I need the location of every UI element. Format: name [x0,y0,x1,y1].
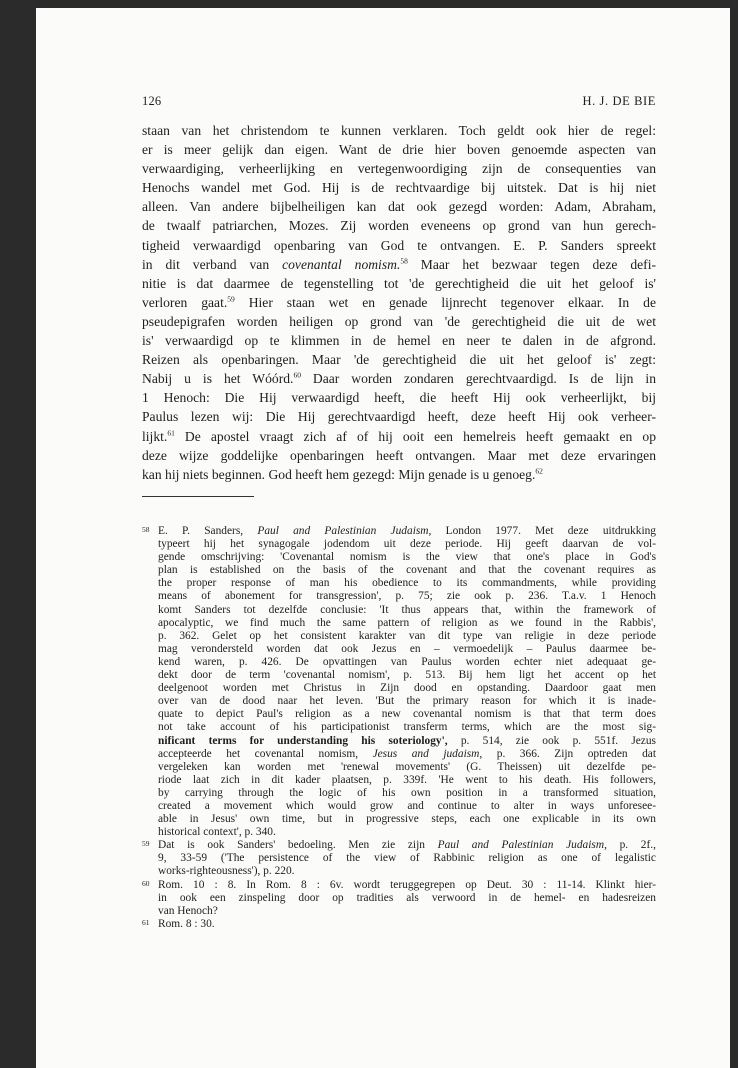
italic-title: Jesus and judaism, [372,747,483,760]
bold-text: nificant terms for understanding his soteriology', [158,734,448,747]
footnote-line [158,865,656,878]
footnote-61 [142,918,656,931]
text-run: dekt door de term 'covenantal nomism', p. 513. Bij hem ligt het accent op het [158,669,656,682]
text-line [142,178,656,197]
text-run: Henochs wandel met God. Hij is de rechtvaardige bij uitstek. Dat is hij niet [142,180,656,196]
text-run: kend waren, p. 426. De opvattingen van Paulus worden echter niet adequaat ge- [158,655,656,668]
text-run: mag verondersteld worden dat ook Jezus en – vermoedelijk – Paulus daarmee be- [158,642,656,655]
footnote-line [158,669,656,682]
text-line [142,159,656,178]
footnote-line [158,656,656,669]
text-line [142,216,656,235]
text-run: p. 362. Gelet op het consistent karakter van dit type van religie in deze periode [158,629,656,642]
footnote-line [158,525,656,538]
footnote-reference: 61 [167,427,175,437]
text-run: deze wijze goddelijke openbaringen heeft ontvangen. Maar met deze ervaringen [142,447,656,463]
footnote-marker: 58 [142,525,150,534]
footnote-line [158,617,656,630]
running-head-author: H. J. DE BIE [582,94,656,108]
text-line [142,255,656,274]
text-run: De apostel vraagt zich af of hij ooit een hemelreis heeft gemaakt en op [174,428,656,444]
footnotes [142,525,656,931]
footnote-reference: 59 [227,294,235,304]
text-run: kan hij niets beginnen. God heeft hem gezegd: Mijn genade is u genoeg. [142,466,536,482]
text-run: Rom. 8 : 30. [158,917,215,930]
text-run: Dat is ook Sanders' bedoeling. Men zie zijn [158,839,438,852]
footnote-reference: 58 [400,256,408,266]
text-run: er is meer gelijk dan eigen. Want de drie hier boven genoemde aspecten van [142,142,656,158]
body-paragraph [142,121,656,484]
footnote-separator [142,496,254,497]
text-run: Paulus lezen wij: Die Hij gerechtvaardigd heeft, deze heeft Hij ook verheer- [142,409,656,425]
footnote-marker: 61 [142,917,150,927]
text-run: over van de dood naar het leven. 'But the primary reason for which it is inade- [158,695,656,708]
text-run: apocalyptic, we find much the same pattern of religion as we found in the Rabbis', [158,616,656,629]
text-line [142,388,656,407]
text-run: Rom. 10 : 8. In Rom. 8 : 6v. wordt teruggegrepen op Deut. 30 : 11-14. Klinkt hier- [158,878,656,891]
text-run: E. P. Sanders, [158,525,258,537]
text-run: able in Jesus' own time, but in progressive steps, each one explicable in its own [158,813,656,826]
text-run: not take account of his participationist transferm terms, which are the most sig- [158,721,656,734]
text-run: verloren gaat. [142,294,228,310]
text-run: gende omschrijving: 'Covenantal nomism is the view that one's place in God's [158,551,656,564]
footnote-line [158,551,656,564]
text-line [142,427,656,446]
footnote-60 [142,879,656,918]
footnote-line [158,879,656,892]
text-run: Reizen als openbaringen. Maar 'de gerechtigheid die uit het geloof is' zegt: [142,352,656,368]
footnote-line [158,577,656,590]
text-run: Maar het bezwaar tegen deze defi- [407,256,656,272]
scan-border-right [730,0,738,1068]
text-run: plan is established on the basis of the covenant and that the covenant requires as [158,564,656,577]
text-run: de twaalf patriarchen, Mozes. Zij worden eveneens op grond van hun gerech- [142,218,656,234]
text-run: historical context', p. 340. [158,826,276,839]
footnote-line [158,590,656,603]
text-run: p. 514, zie ook p. 551f. Jezus [447,734,656,747]
footnote-line [158,682,656,695]
text-run: by carrying through the logic of his own position in a transformed situation, [158,786,656,799]
footnote-line [158,761,656,774]
text-run: quate to depict Paul's religion as a new covenantal nomism is that that term does [158,708,656,721]
text-line [142,236,656,255]
italic-title: covenantal nomism. [282,256,401,272]
text-line [142,140,656,159]
scan-border-left [0,0,36,1068]
text-run: riode laat zich in dit kader plaatsen, p. 339f. 'He went to his death. His followers, [158,773,656,786]
footnote-line [158,643,656,656]
footnote-59 [142,839,656,878]
running-head [142,94,656,112]
footnote-line [158,918,656,931]
text-line [142,312,656,331]
text-run: accepteerde het covenantal nomism, [158,747,373,760]
text-run: works-righteousness'), p. 220. [158,865,295,878]
italic-title: Paul and Palestinian Judaism, [437,839,607,852]
footnote-reference: 62 [535,466,543,476]
text-run: in dit verband van [142,256,283,272]
text-run: van Henoch? [158,904,218,917]
footnote-line [158,787,656,800]
text-run: typeert hij het synagogale jodendom uit deze periode. Hij geeft daarvan de vol- [158,538,656,551]
footnote-line [158,604,656,617]
text-run: p. 2f., [606,839,656,852]
footnote-line [158,538,656,551]
text-run: pseudepigrafen worden heiligen op grond van 'de gerechtigheid die uit de wet [142,313,656,329]
text-line [142,197,656,216]
text-run: Hier staan wet en genade lijnrecht tegenover elkaar. In de [234,294,656,310]
footnote-line [158,721,656,734]
footnote-line [158,774,656,787]
footnote-line [158,813,656,826]
text-run: 9, 33-59 ('The persistence of the view of Rabbinic religion as one of legalistic [158,852,656,865]
footnote-line [158,735,656,748]
footnote-line [158,564,656,577]
text-line [142,331,656,350]
text-run: Nabij u is het Wóórd. [142,371,294,387]
footnote-line [158,839,656,852]
text-line [142,293,656,312]
text-run: 1 Henoch: Die Hij verwaardigd heeft, die heeft Hij ook verheerlijkt, bij [142,390,656,406]
page-number: 126 [142,94,162,108]
text-run: the proper response of man his obedience to its commandments, while providing [158,577,656,590]
text-run: means of abonement for transgression', p. 75; zie ook p. 236. T.a.v. 1 Henoch [158,590,656,603]
text-run: in ook een zinspeling door op tradities als verwoord in de hemel- en hadesreizen [158,891,656,904]
footnote-line [158,892,656,905]
text-line [142,465,656,484]
footnote-line [158,852,656,865]
text-run: vergeleken kan worden met 'renewal movements' (G. Theissen) uit dezelfde pe- [158,760,656,773]
footnote-marker: 60 [142,878,150,888]
text-run: created a movement which would grow and continue to alter in ways unforesee- [158,799,656,812]
footnote-line [158,905,656,918]
text-run: tigheid verwaardigd openbaring van God te ontvangen. E. P. Sanders spreekt [142,237,656,253]
footnote-line [158,630,656,643]
text-line [142,369,656,388]
text-run: nitie is dat daarmee de tegenstelling tot 'de gerechtigheid die uit het geloof is' [142,275,656,291]
text-run: staan van het christendom te kunnen verklaren. Toch geldt ook hier de regel: [142,123,656,138]
footnote-reference: 60 [293,370,301,380]
text-run: komt Sanders tot dezelfde conclusie: 'It thus appears that, within the framework of [158,603,656,616]
footnote-marker: 59 [142,839,150,849]
text-run: deelgenoot worden met Christus in Zijn dood en opstanding. Daardoor gaat men [158,682,656,695]
text-run: lijkt. [142,428,168,444]
text-line [142,350,656,369]
text-run: verwaardiging, verheerlijking en vertegenwoordiging zijn de consequenties van [142,161,656,177]
text-line [142,407,656,426]
footnote-line [158,695,656,708]
footnote-58 [142,525,656,839]
text-run: alleen. Van andere bijbelheiligen kan dat ook gezegd worden: Adam, Abraham, [142,199,656,215]
scan-border-top [0,0,738,8]
text-run: is' verwaardigd op te klimmen in de hemel en neer te dalen in de afgrond. [142,333,656,349]
footnote-line [158,826,656,839]
italic-title: Paul and Palestinian Judaism, [257,525,432,537]
text-run: Daar worden zondaren gerechtvaardigd. Is de lijn in [300,371,656,387]
text-run: p. 366. Zijn optreden dat [482,747,656,760]
footnote-line [158,708,656,721]
text-run: London 1977. Met deze uitdrukking [431,525,656,537]
text-line [142,121,656,140]
text-line [142,446,656,465]
text-line [142,274,656,293]
footnote-line [158,800,656,813]
footnote-line [158,748,656,761]
